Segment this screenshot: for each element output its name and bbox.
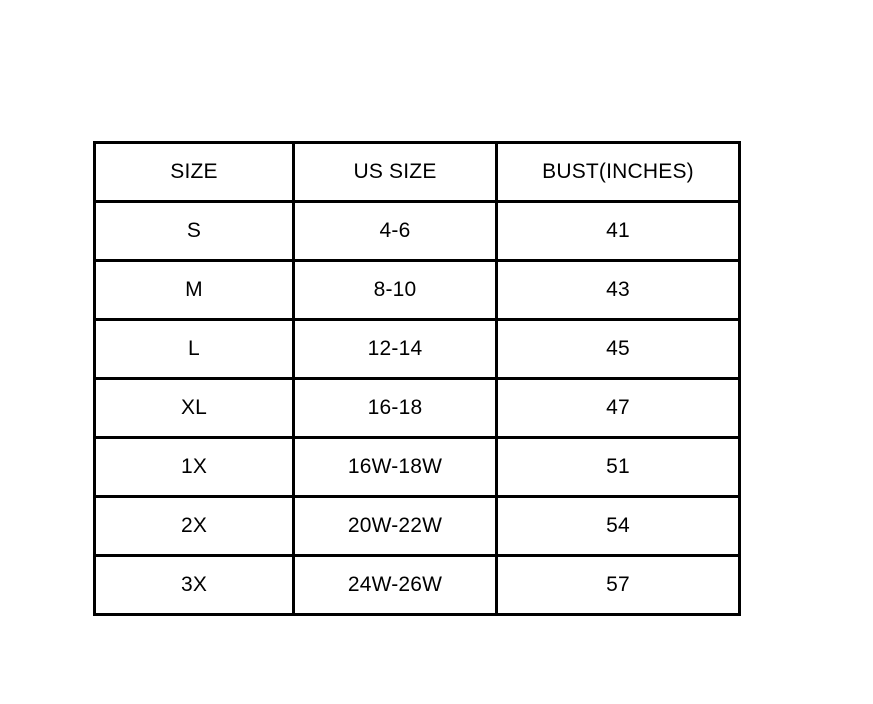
cell-size: XL [95, 379, 294, 438]
table-row-2x [95, 497, 740, 556]
size-chart-body [95, 202, 740, 615]
column-header-bust-inches: BUST(INCHES) [497, 143, 740, 202]
column-header-size: SIZE [95, 143, 294, 202]
cell-us-size: 4-6 [294, 202, 497, 261]
table-row-3x [95, 556, 740, 615]
table-row-xl [95, 379, 740, 438]
cell-bust: 45 [497, 320, 740, 379]
table-header-row [95, 143, 740, 202]
table-row-m [95, 261, 740, 320]
size-chart-table [93, 141, 741, 616]
cell-bust: 43 [497, 261, 740, 320]
cell-size: 2X [95, 497, 294, 556]
cell-size: M [95, 261, 294, 320]
cell-us-size: 12-14 [294, 320, 497, 379]
cell-bust: 57 [497, 556, 740, 615]
cell-bust: 51 [497, 438, 740, 497]
column-header-us-size: US SIZE [294, 143, 497, 202]
cell-us-size: 16-18 [294, 379, 497, 438]
cell-us-size: 20W-22W [294, 497, 497, 556]
cell-us-size: 16W-18W [294, 438, 497, 497]
table-row-l [95, 320, 740, 379]
table-row-1x [95, 438, 740, 497]
size-chart-header-row [95, 143, 740, 202]
cell-size: 3X [95, 556, 294, 615]
cell-size: L [95, 320, 294, 379]
cell-bust: 41 [497, 202, 740, 261]
cell-us-size: 8-10 [294, 261, 497, 320]
table-row-s [95, 202, 740, 261]
cell-bust: 47 [497, 379, 740, 438]
cell-size: S [95, 202, 294, 261]
cell-size: 1X [95, 438, 294, 497]
cell-bust: 54 [497, 497, 740, 556]
cell-us-size: 24W-26W [294, 556, 497, 615]
